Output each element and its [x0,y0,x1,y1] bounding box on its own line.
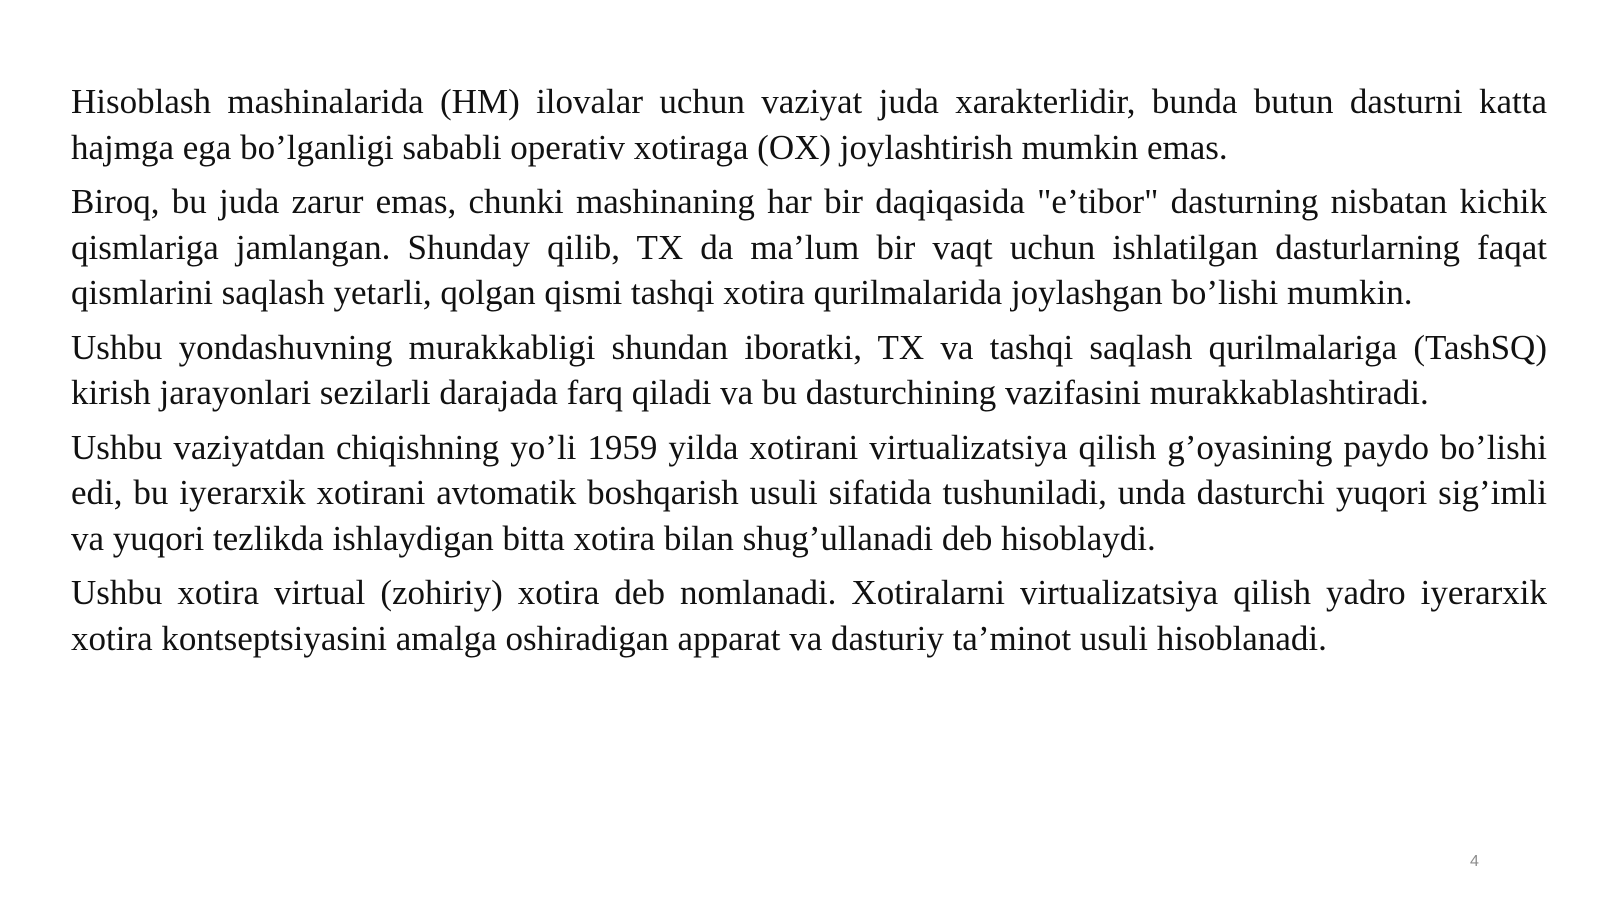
paragraph-3: Ushbu yondashuvning murakkabligi shundan iboratki, TX va tashqi saqlash qurilmalariga (TashSQ) kirish jarayonlari sezilarli darajada farq qiladi va bu dasturchining vazifasini murakkablashtiradi. [71,327,1547,412]
slide-body-text [71,79,1547,670]
paragraph-4: Ushbu vaziyatdan chiqishning yo’li 1959 yilda xotirani virtualizatsiya qilish g’oyasining paydo bo’lishi edi, bu iyerarxik xotirani avtomatik boshqarish usuli sifatida tushuniladi, unda dasturchi yuqori sig’imli va yuqori tezlikda ishlaydigan bitta xotira bilan shug’ullanadi deb hisoblaydi. [71,427,1547,558]
paragraph-1: Hisoblash mashinalarida (HM) ilovalar uchun vaziyat juda xarakterlidir, bunda butun dasturni katta hajmga ega bo’lganligi sababli operativ xotiraga (OX) joylashtirish mumkin emas. [71,82,1547,167]
page-number: 4 [1470,853,1479,870]
paragraph-5: Ushbu xotira virtual (zohiriy) xotira deb nomlanadi. Xotiralarni virtualizatsiya qilish yadro iyerarxik xotira kontseptsiyasini amalga oshiradigan apparat va dasturiy ta’minot usuli hisoblanadi. [71,573,1547,658]
paragraph-2: Biroq, bu juda zarur emas, chunki mashinaning har bir daqiqasida "e’tibor" dasturning nisbatan kichik qismlariga jamlangan. Shunday qilib, TX da ma’lum bir vaqt uchun ishlatilgan dasturlarning faqat qismlarini saqlash yetarli, qolgan qismi tashqi xotira qurilmalarida joylashgan bo’lishi mumkin. [71,182,1547,312]
